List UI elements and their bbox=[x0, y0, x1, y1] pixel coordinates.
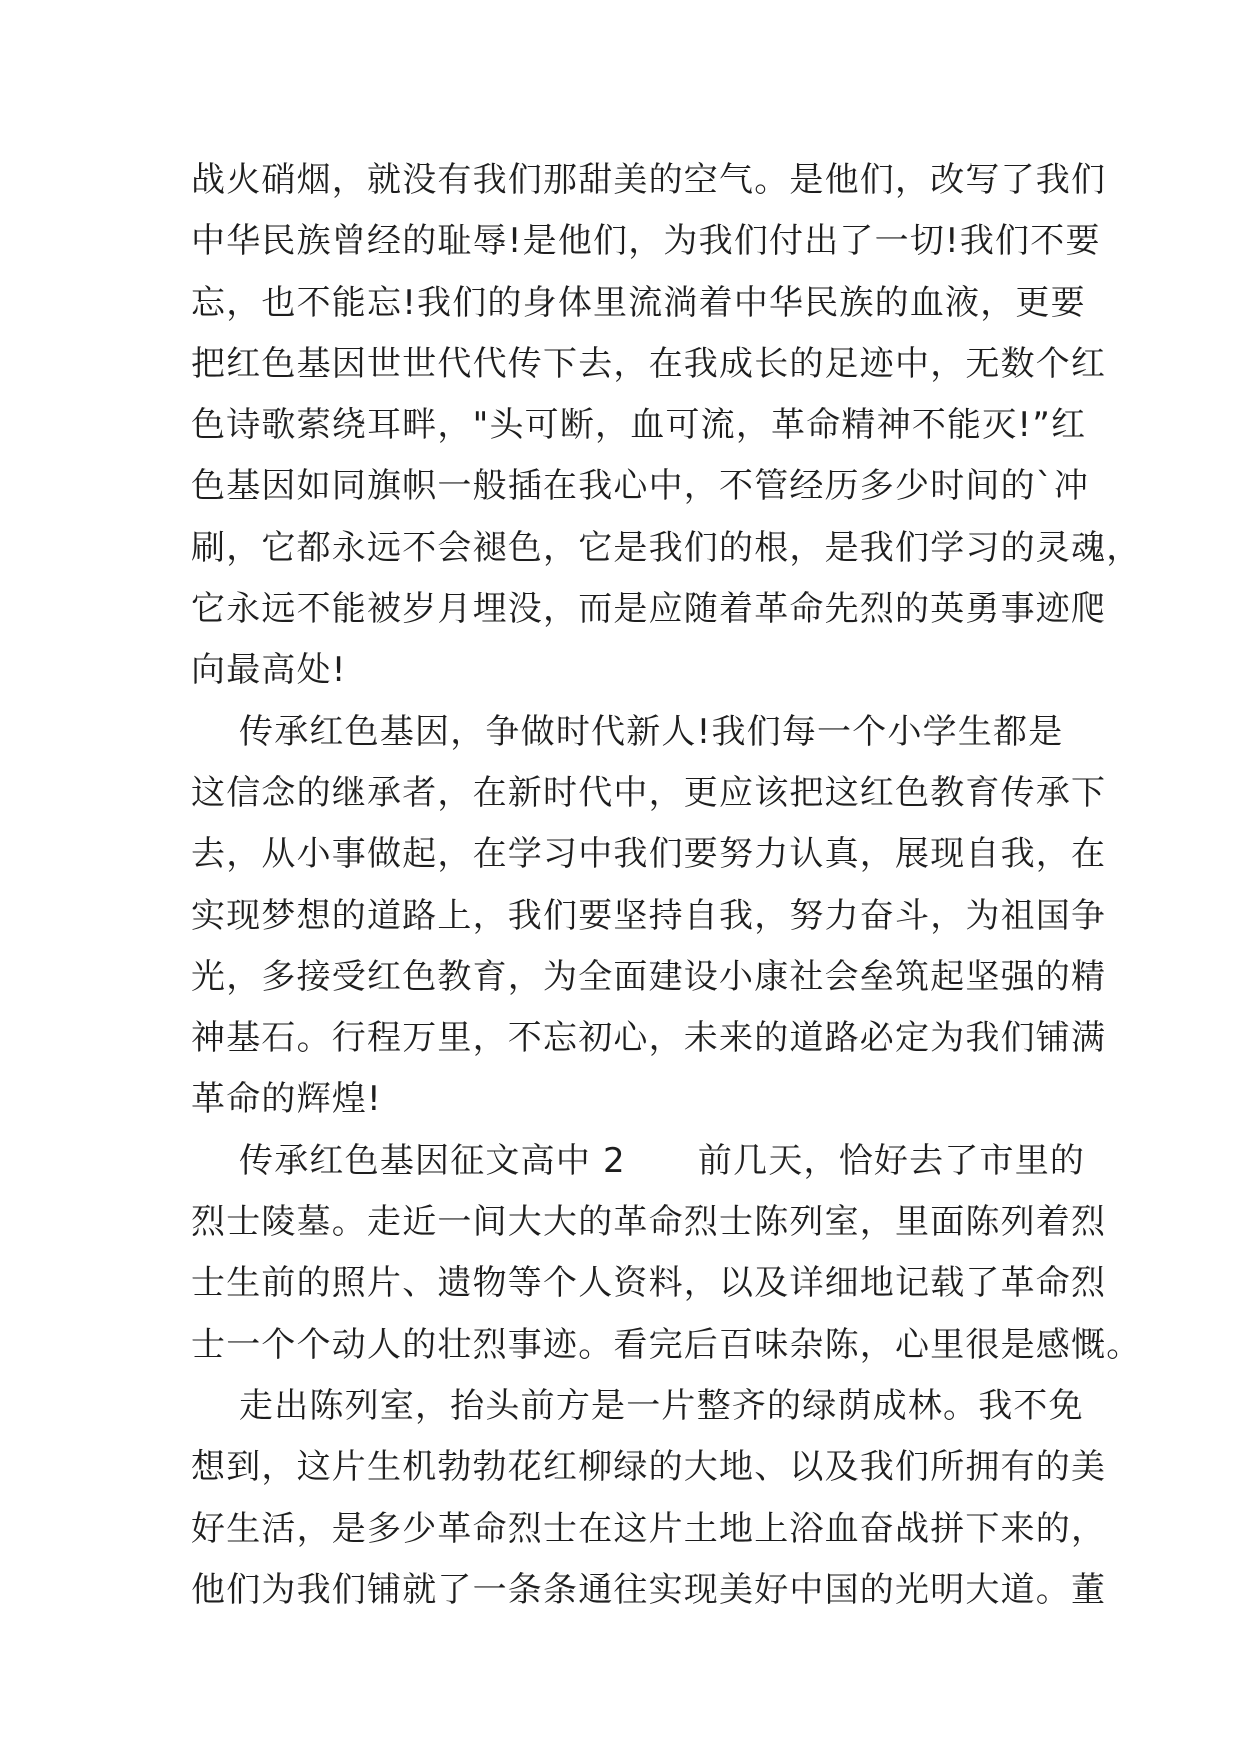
text-line: 色诗歌萦绕耳畔，"头可断，血可流，革命精神不能灭!”红 bbox=[191, 405, 1087, 446]
text-line: 他们为我们铺就了一条条通往实现美好中国的光明大道。董 bbox=[191, 1569, 1107, 1610]
text-line: 刷，它都永远不会褪色，它是我们的根，是我们学习的灵魂， bbox=[191, 527, 1142, 568]
text-line: 去，从小事做起，在学习中我们要努力认真，展现自我，在 bbox=[191, 834, 1107, 875]
text-line: 传承红色基因，争做时代新人!我们每一个小学生都是 bbox=[191, 711, 1064, 752]
text-line: 革命的辉煌! bbox=[191, 1079, 382, 1120]
document-body bbox=[191, 150, 1142, 1621]
text-line: 把红色基因世世代代传下去，在我成长的足迹中，无数个红 bbox=[191, 343, 1107, 384]
text-line: 传承红色基因征文高中 2 前几天，恰好去了市里的 bbox=[191, 1140, 1086, 1181]
text-line: 色基因如同旗帜一般插在我心中，不管经历多少时间的`冲 bbox=[191, 466, 1090, 507]
text-line: 好生活，是多少革命烈士在这片土地上浴血奋战拼下来的， bbox=[191, 1508, 1107, 1549]
text-line: 它永远不能被岁月埋没，而是应随着革命先烈的英勇事迹爬 bbox=[191, 589, 1107, 630]
text-line: 士生前的照片、遗物等个人资料，以及详细地记载了革命烈 bbox=[191, 1263, 1107, 1304]
text-line: 忘，也不能忘!我们的身体里流淌着中华民族的血液，更要 bbox=[191, 282, 1086, 323]
text-line: 烈士陵墓。走近一间大大的革命烈士陈列室，里面陈列着烈 bbox=[191, 1202, 1107, 1243]
text-line: 士一个个动人的壮烈事迹。看完后百味杂陈，心里很是感慨。 bbox=[191, 1324, 1142, 1365]
text-line: 神基石。行程万里，不忘初心，未来的道路必定为我们铺满 bbox=[191, 1018, 1107, 1059]
text-line: 走出陈列室，抬头前方是一片整齐的绿荫成林。我不免 bbox=[191, 1385, 1084, 1426]
text-line: 向最高处! bbox=[191, 650, 347, 691]
text-line: 想到，这片生机勃勃花红柳绿的大地、以及我们所拥有的美 bbox=[191, 1447, 1107, 1488]
text-line: 战火硝烟，就没有我们那甜美的空气。是他们，改写了我们 bbox=[191, 160, 1107, 200]
text-line: 光，多接受红色教育，为全面建设小康社会垒筑起坚强的精 bbox=[191, 956, 1107, 997]
text-line: 实现梦想的道路上，我们要坚持自我，努力奋斗，为祖国争 bbox=[191, 895, 1107, 936]
text-line: 这信念的继承者，在新时代中，更应该把这红色教育传承下 bbox=[191, 772, 1107, 813]
text-line: 中华民族曾经的耻辱!是他们，为我们付出了一切!我们不要 bbox=[191, 221, 1101, 262]
